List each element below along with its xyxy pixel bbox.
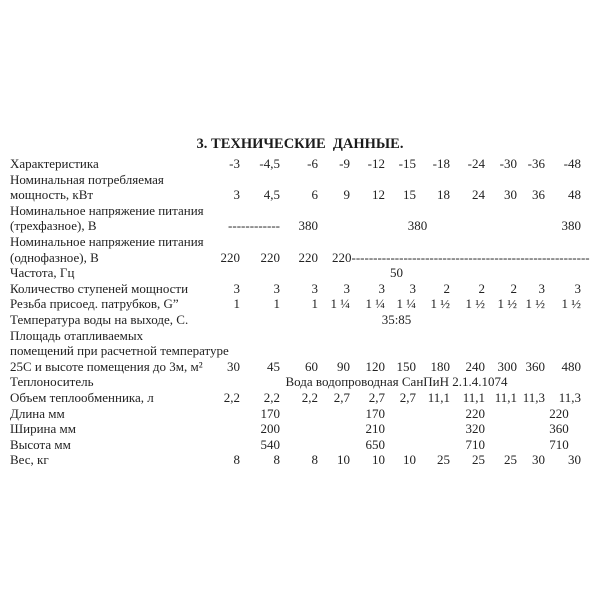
table-cell: -4,5: [259, 156, 280, 171]
table-cell: 11,1: [427, 389, 450, 405]
table-row: [10, 374, 600, 390]
data-table: [10, 156, 600, 468]
table-cell: 380: [561, 218, 581, 234]
table-cell: -48: [563, 156, 581, 171]
table-cell: 3: [343, 280, 350, 296]
row-label: (однофазное), В: [10, 249, 99, 265]
table-cell: 170: [365, 405, 385, 421]
table-cell: 710: [549, 436, 569, 452]
table-cell: ------------: [228, 218, 280, 234]
table-cell: 60: [305, 358, 318, 374]
table-cell: 2,2: [223, 389, 240, 405]
table-row: [10, 156, 600, 172]
table-cell: 540: [260, 436, 280, 452]
table-cell: 220: [260, 249, 280, 265]
table-cell: 1 ¼: [330, 296, 350, 312]
table-cell: -30: [499, 156, 517, 171]
row-label: Длина мм: [10, 405, 65, 421]
table-cell: 2: [478, 280, 485, 296]
table-cell: 25: [437, 452, 450, 468]
table-cell: 120: [365, 358, 385, 374]
table-cell: 11,3: [558, 389, 581, 405]
row-label: Вес, кг: [10, 452, 49, 468]
row-label: 25С и высоте помещения до 3м, м²: [10, 358, 203, 374]
section-title: 3. ТЕХНИЧЕСКИЕ ДАННЫЕ.: [196, 136, 404, 152]
table-cell: 10: [337, 452, 350, 468]
table-cell: 320: [465, 421, 485, 437]
table-cell: Вода водопроводная СанПиН 2.1.4.1074: [285, 374, 508, 390]
row-label: помещений при расчетной температуре: [10, 343, 229, 359]
row-label: Характеристика: [10, 156, 99, 171]
table-cell: 200: [260, 421, 280, 437]
table-cell: 90: [337, 358, 350, 374]
table-cell: 300: [497, 358, 517, 374]
table-cell: 3: [311, 280, 318, 296]
table-cell: 220: [220, 249, 240, 265]
table-row: [10, 452, 600, 468]
table-cell: 1 ½: [465, 296, 485, 312]
table-cell: 2,2: [263, 389, 280, 405]
table-cell: 1 ¼: [396, 296, 416, 312]
row-label: Частота, Гц: [10, 265, 75, 281]
table-cell: 480: [561, 358, 581, 374]
table-cell: 1 ½: [430, 296, 450, 312]
table-cell: 1: [233, 296, 240, 312]
row-label: Резьба присоед. патрубков, G”: [10, 296, 179, 312]
table-cell: 11,1: [462, 389, 485, 405]
table-cell: 180: [430, 358, 450, 374]
table-cell: 8: [273, 452, 280, 468]
table-cell: 18: [437, 187, 450, 203]
table-cell: 220: [465, 405, 485, 421]
row-label: Объем теплообменника, л: [10, 389, 154, 405]
table-cell: 12: [372, 187, 385, 203]
table-row: [10, 359, 600, 375]
table-cell: 1 ½: [497, 296, 517, 312]
row-label: Номинальная потребляемая: [10, 171, 164, 187]
table-cell: 3: [574, 280, 581, 296]
row-label: Теплоноситель: [10, 374, 94, 390]
table-cell: 240: [465, 358, 485, 374]
table-cell: 3: [233, 187, 240, 203]
row-label: мощность, кВт: [10, 187, 94, 203]
table-cell: 1 ½: [525, 296, 545, 312]
table-cell: -9: [339, 156, 350, 171]
table-cell: 380: [407, 218, 428, 234]
table-cell: 220: [298, 249, 318, 265]
table-cell: 2,7: [333, 389, 350, 405]
table-cell: 6: [311, 187, 318, 203]
table-cell: 45: [267, 358, 280, 374]
table-cell: 360: [549, 421, 569, 437]
table-cell: 36: [532, 187, 545, 203]
table-cell: 1 ¼: [365, 296, 385, 312]
table-row: [10, 203, 600, 219]
table-cell: 2: [510, 280, 517, 296]
row-label: Площадь отапливаемых: [10, 327, 144, 343]
table-row: [10, 343, 600, 359]
table-cell: 25: [472, 452, 485, 468]
table-cell: -36: [527, 156, 545, 171]
table-cell: 10: [403, 452, 416, 468]
table-cell: -6: [307, 156, 318, 171]
table-cell: -15: [398, 156, 416, 171]
table-cell: 25: [504, 452, 517, 468]
table-cell: -18: [432, 156, 450, 171]
table-row: [10, 218, 600, 234]
table-cell: 360: [525, 358, 545, 374]
table-row: [10, 421, 600, 437]
table-cell: 11,1: [494, 389, 517, 405]
table-cell: 150: [396, 358, 416, 374]
table-row: [10, 328, 600, 344]
table-row: [10, 250, 600, 266]
row-label: Ширина мм: [10, 421, 76, 437]
table-cell: 30: [568, 452, 581, 468]
table-cell: 11,3: [522, 389, 545, 405]
table-row: [10, 406, 600, 422]
table-cell: 3: [273, 280, 280, 296]
table-cell: 650: [365, 436, 385, 452]
table-row: [10, 312, 600, 328]
table-cell: 220-------------------------------------------------------: [332, 249, 590, 265]
table-row: [10, 437, 600, 453]
table-cell: 8: [311, 452, 318, 468]
table-cell: 24: [472, 187, 485, 203]
table-cell: 2,7: [368, 389, 385, 405]
table-cell: 2,7: [399, 389, 416, 405]
table-cell: 3: [538, 280, 545, 296]
table-cell: 1: [311, 296, 318, 312]
table-cell: 380: [298, 218, 318, 234]
table-cell: 220: [549, 405, 569, 421]
table-cell: -24: [467, 156, 485, 171]
table-cell: 30: [532, 452, 545, 468]
table-cell: -3: [229, 156, 240, 171]
table-row: [10, 234, 600, 250]
table-cell: 48: [568, 187, 581, 203]
table-cell: 3: [233, 280, 240, 296]
row-label: Температура воды на выходе, С.: [10, 311, 189, 327]
row-label: Номинальное напряжение питания: [10, 202, 204, 218]
table-row: [10, 187, 600, 203]
table-cell: 2: [443, 280, 450, 296]
row-label: (трехфазное), В: [10, 218, 97, 234]
row-label: Количество ступеней мощности: [10, 280, 189, 296]
table-row: [10, 265, 600, 281]
table-cell: 1 ½: [561, 296, 581, 312]
table-cell: 3: [409, 280, 416, 296]
table-cell: 30: [227, 358, 240, 374]
table-cell: 710: [465, 436, 485, 452]
table-cell: 10: [372, 452, 385, 468]
table-cell: 4,5: [263, 187, 280, 203]
table-cell: 1: [273, 296, 280, 312]
table-row: [10, 281, 600, 297]
table-cell: 3: [378, 280, 385, 296]
table-cell: 2,2: [301, 389, 318, 405]
table-cell: 15: [403, 187, 416, 203]
table-cell: -12: [367, 156, 385, 171]
table-row: [10, 296, 600, 312]
table-cell: 8: [233, 452, 240, 468]
table-cell: 9: [343, 187, 350, 203]
table-row: [10, 390, 600, 406]
table-cell: 170: [260, 405, 280, 421]
table-cell: 35:85: [381, 311, 412, 327]
table-row: [10, 172, 600, 188]
row-label: Номинальное напряжение питания: [10, 233, 204, 249]
table-cell: 30: [504, 187, 517, 203]
row-label: Высота мм: [10, 436, 71, 452]
table-cell: 210: [365, 421, 385, 437]
table-cell: 50: [390, 265, 403, 281]
